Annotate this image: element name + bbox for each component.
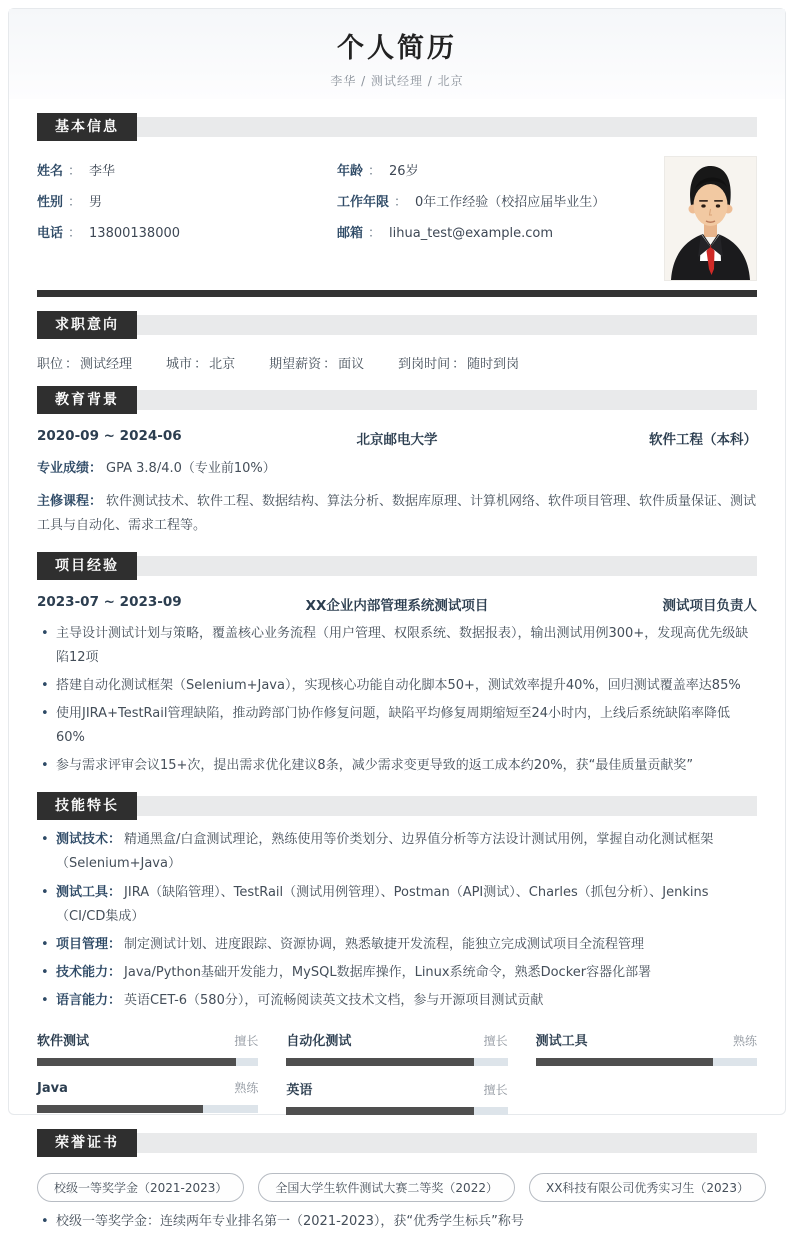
section-header-basic: [37, 113, 757, 141]
section-header-bar: [137, 556, 757, 576]
section-job-intention: [37, 311, 757, 372]
education-degree: 软件工程（本科）: [649, 432, 757, 448]
skill-bar-name: 自动化测试: [286, 1033, 352, 1049]
colon: ：: [323, 357, 337, 372]
section-header-intention: [37, 311, 757, 339]
profile-photo: [664, 156, 757, 281]
section-title: 教育背景: [37, 386, 137, 414]
section-header-bar: [137, 796, 757, 816]
skill-bar-track: [536, 1058, 757, 1066]
colon: ：: [89, 461, 103, 476]
field-label: 性别: [37, 195, 64, 210]
skill-bar-level: 熟练: [732, 1033, 757, 1048]
field-label: 姓名: [37, 164, 64, 179]
skill-bar-level: 擅长: [483, 1033, 508, 1048]
colon: ：: [68, 164, 82, 179]
field-label: 年龄: [337, 164, 364, 179]
skill-bar-english: [286, 1079, 507, 1115]
field-value: 0年工作经验（校招应届毕业生）: [415, 195, 606, 210]
skill-label: 测试工具: [56, 884, 109, 900]
field-label: 邮箱: [337, 226, 364, 241]
skill-bar-level: 擅长: [483, 1082, 508, 1097]
skill-item: [37, 933, 757, 957]
field-value: 李华: [89, 164, 116, 179]
skill-bar-track: [286, 1058, 507, 1066]
skill-bar-java: [37, 1079, 258, 1115]
field-email: [337, 218, 664, 249]
section-header-skills: [37, 792, 757, 820]
skill-bar-name: 测试工具: [535, 1033, 588, 1049]
intention-label: 到岗时间: [398, 357, 451, 372]
skill-bar-fill: [286, 1058, 474, 1066]
skill-item: [37, 828, 757, 876]
skill-bar-name: 软件测试: [37, 1033, 90, 1049]
project-role: 测试项目负责人: [662, 598, 757, 615]
field-label: 电话: [37, 226, 64, 241]
colon: ：: [394, 195, 408, 210]
skill-label: 项目管理: [56, 936, 109, 952]
colon: ：: [65, 357, 79, 372]
skill-text: 制定测试计划、进度跟踪、资源协调，熟悉敏捷开发流程，能独立完成测试项目全流程管理: [124, 936, 645, 952]
skill-bar-level: 擅长: [234, 1033, 259, 1048]
intention-city: [166, 353, 235, 372]
resume-header: [9, 9, 785, 99]
skill-item: [37, 881, 757, 929]
section-title: 项目经验: [37, 552, 137, 580]
education-gpa-line: [37, 457, 757, 481]
courses-value: 软件测试技术、软件工程、数据结构、算法分析、数据库原理、计算机网络、软件项目管理、软件质量保证、测试工具与自动化、需求工程等。: [37, 494, 757, 534]
section-header-bar: [137, 390, 757, 410]
honor-bullet: • 校级一等奖学金：连续两年专业排名第一（2021-2023），获“优秀学生标兵”称号: [37, 1210, 757, 1234]
field-value: 男: [89, 195, 103, 210]
basic-info-right-column: [337, 156, 664, 281]
section-header-education: [37, 386, 757, 414]
skill-bar-fill: [37, 1058, 236, 1066]
project-bullet: • 使用JIRA+TestRail管理缺陷，推动跨部门协作修复问题，缺陷平均修复周期缩短至24小时内，上线后系统缺陷率降低60%: [37, 702, 757, 750]
intention-value: 随时到岗: [467, 357, 520, 372]
education-period: 2020-09 ~ 2024-06: [37, 428, 182, 444]
intention-position: [37, 353, 132, 372]
skill-bar-fill: [536, 1058, 713, 1066]
section-title: 技能特长: [37, 792, 137, 820]
honor-badge: 校级一等奖学金（2021-2023）: [37, 1173, 244, 1202]
project-bullet: • 主导设计测试计划与策略，覆盖核心业务流程（用户管理、权限系统、数据报表），输出测试用例300+，发现高优先级缺陷12项: [37, 622, 757, 670]
section-title: 荣誉证书: [37, 1129, 137, 1157]
section-header-bar: [137, 117, 757, 137]
intention-line: [37, 353, 757, 372]
intention-value: 测试经理: [80, 357, 133, 372]
section-project-experience: [37, 552, 757, 778]
colon: ：: [68, 226, 82, 241]
colon: ：: [108, 964, 122, 980]
skill-item: [37, 961, 757, 985]
intention-label: 期望薪资: [269, 357, 322, 372]
colon: ：: [108, 832, 122, 848]
basic-info-left-column: [37, 156, 337, 281]
colon: ：: [89, 494, 103, 510]
colon: ：: [108, 992, 122, 1008]
skill-bar-fill: [286, 1107, 474, 1115]
education-courses-line: [37, 490, 757, 538]
project-headline: [37, 594, 757, 614]
field-value: 26岁: [389, 164, 419, 179]
basic-info-grid: [37, 156, 757, 281]
intention-availability: [398, 353, 519, 372]
section-divider: [37, 290, 757, 297]
section-title: 求职意向: [37, 311, 137, 339]
skill-bar-empty-cell: [536, 1079, 757, 1115]
skill-text: 精通黑盒/白盒测试理论，熟练使用等价类划分、边界值分析等方法设计测试用例，掌握自动化测试框架（Selenium+Java）: [56, 832, 714, 872]
resume-card: [8, 8, 786, 1229]
field-value: lihua_test@example.com: [389, 226, 554, 241]
project-period: 2023-07 ~ 2023-09: [37, 594, 182, 611]
colon: ：: [108, 884, 122, 900]
field-phone: [37, 218, 337, 249]
colon: ：: [368, 226, 382, 241]
section-header-bar: [137, 315, 757, 335]
skill-bar-testing-tools: [536, 1030, 757, 1066]
skill-item: [37, 989, 757, 1013]
field-experience-years: [337, 187, 664, 218]
intention-salary: [269, 353, 364, 372]
gpa-label: 专业成绩: [37, 461, 90, 476]
skill-bars-grid: [37, 1030, 757, 1115]
colon: ：: [452, 357, 466, 372]
skill-bar-automation-testing: [286, 1030, 507, 1066]
field-value: 13800138000: [89, 226, 181, 241]
section-header-honors: [37, 1129, 757, 1157]
page-title: 个人简历: [337, 33, 457, 64]
skill-bar-track: [286, 1107, 507, 1115]
skill-bar-name: 英语: [286, 1082, 313, 1098]
honor-pill-row: [37, 1173, 757, 1202]
skill-bar-fill: [37, 1105, 203, 1113]
section-header-bar: [137, 1133, 757, 1153]
colon: ：: [368, 164, 382, 179]
project-title: XX企业内部管理系统测试项目: [305, 598, 489, 615]
header-subtitle: 李华 / 测试经理 / 北京: [330, 74, 464, 88]
colon: ：: [108, 936, 122, 952]
intention-value: 面议: [338, 357, 365, 372]
skill-label: 语言能力: [56, 992, 109, 1008]
section-title: 基本信息: [37, 113, 137, 141]
education-school: 北京邮电大学: [356, 432, 438, 448]
skill-label: 技术能力: [56, 964, 109, 980]
skill-bar-name: Java: [37, 1080, 68, 1096]
field-name: [37, 156, 337, 187]
intention-label: 城市: [166, 357, 193, 372]
skill-bar-track: [37, 1105, 258, 1113]
skill-text: JIRA（缺陷管理）、TestRail（测试用例管理）、Postman（API测试）、Charles（抓包分析）、Jenkins（CI/CD集成）: [56, 884, 709, 924]
intention-value: 北京: [209, 357, 236, 372]
colon: ：: [68, 195, 82, 210]
education-headline: [37, 428, 757, 448]
skill-text: 英语CET-6（580分），可流畅阅读英文技术文档，参与开源项目测试贡献: [124, 992, 544, 1008]
skill-bar-track: [37, 1058, 258, 1066]
honor-badge: XX科技有限公司优秀实习生（2023）: [529, 1173, 766, 1202]
skill-text: Java/Python基础开发能力，MySQL数据库操作，Linux系统命令，熟悉Docker容器化部署: [124, 964, 652, 980]
honor-badge: 全国大学生软件测试大赛二等奖（2022）: [258, 1173, 515, 1202]
honor-bullet-list: [37, 1210, 757, 1234]
section-honors: [37, 1129, 757, 1234]
skill-bar-software-testing: [37, 1030, 258, 1066]
skill-bar-level: 熟练: [234, 1080, 259, 1095]
field-age: [337, 156, 664, 187]
section-skills: [37, 792, 757, 1114]
intention-label: 职位: [37, 357, 64, 372]
project-bullet: • 参与需求评审会议15+次，提出需求优化建议8条，减少需求变更导致的返工成本约20%，获“最佳质量贡献奖”: [37, 754, 757, 778]
gpa-value: GPA 3.8/4.0（专业前10%）: [106, 461, 276, 476]
project-bullet-list: [37, 622, 757, 778]
courses-label: 主修课程: [37, 494, 90, 510]
field-gender: [37, 187, 337, 218]
field-label: 工作年限: [337, 195, 390, 210]
section-header-project: [37, 552, 757, 580]
colon: ：: [194, 357, 208, 372]
skill-label: 测试技术: [56, 832, 109, 848]
section-basic-info: [37, 113, 757, 281]
skills-bullet-list: [37, 828, 757, 1012]
section-education: [37, 386, 757, 538]
project-bullet: • 搭建自动化测试框架（Selenium+Java），实现核心功能自动化脚本50+，测试效率提升40%，回归测试覆盖率达85%: [37, 674, 757, 698]
